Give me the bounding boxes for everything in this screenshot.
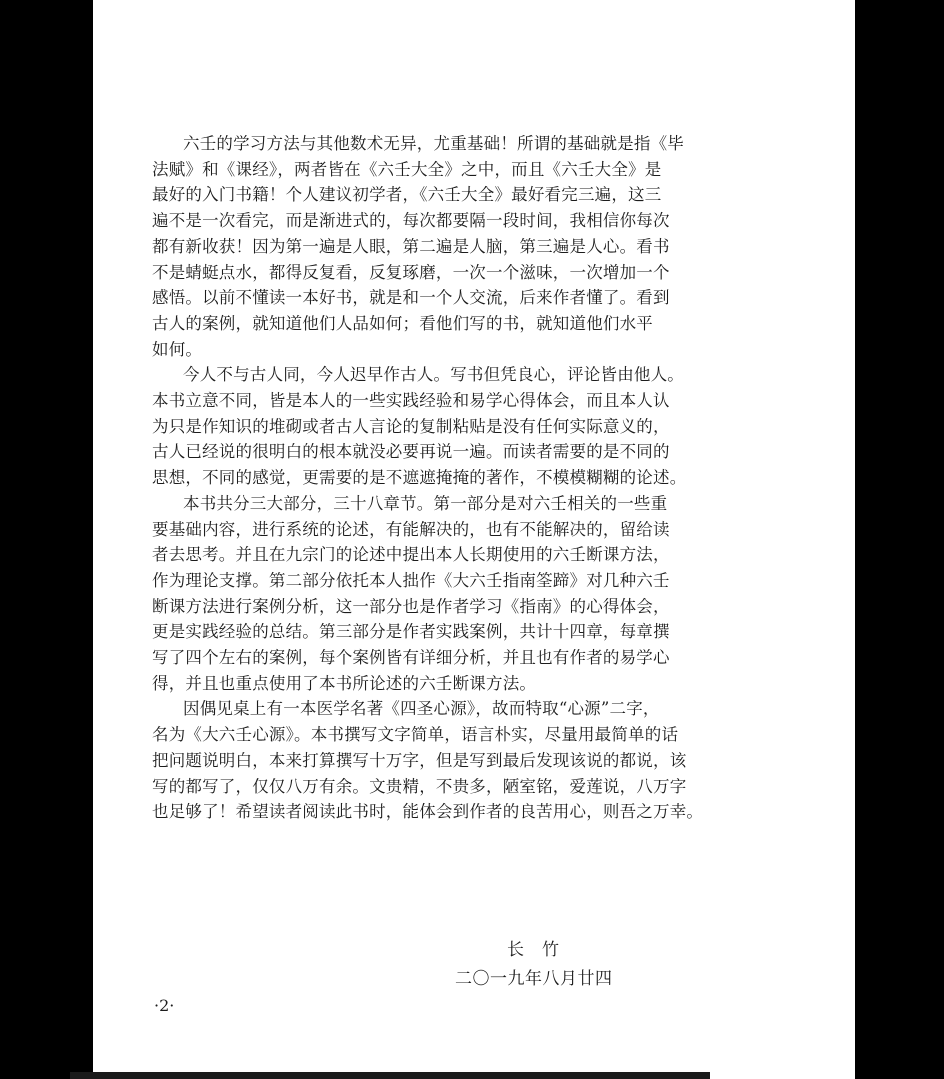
text-line: 今人不与古人同，今人迟早作古人。写书但凭良心，评论皆由他人。 (183, 365, 684, 385)
text-line: 因偶见桌上有一本医学名著《四圣心源》，故而特取“心源”二字， (183, 699, 660, 719)
paragraph-3 (152, 491, 670, 697)
text-line: 最好的入门书籍！个人建议初学者，《六壬大全》最好看完三遍，这三 (152, 185, 662, 205)
paragraph-2 (152, 362, 687, 491)
text-line: 古人的案例，就知道他们人品如何；看他们写的书，就知道他们水平 (152, 313, 653, 333)
text-line: 本书共分三大部分，三十八章节。第一部分是对六壬相关的一些重 (183, 493, 668, 513)
text-line: 六壬的学习方法与其他数术无异，尤重基础！所谓的基础就是指《毕 (183, 134, 684, 153)
paragraph-1 (152, 131, 684, 362)
text-line: 断课方法进行案例分析，这一部分也是作者学习《指南》的心得体会， (152, 596, 670, 616)
text-line: 法赋》和《课经》，两者皆在《六壬大全》之中，而且《六壬大全》是 (152, 159, 662, 179)
text-line: 都有新收获！因为第一遍是人眼，第二遍是人脑，第三遍是人心。看书 (152, 236, 670, 256)
text-line: 作为理论支撑。第二部分依托本人拙作《大六壬指南筌蹄》对几种六壬 (152, 570, 670, 590)
page-edge-shadow (70, 1072, 710, 1079)
text-line: 把问题说明白，本来打算撰写十万字，但是写到最后发现该说的都说，该 (152, 750, 687, 770)
text-line: 得，并且也重点使用了本书所论述的六壬断课方法。 (152, 673, 537, 693)
text-line: 者去思考。并且在九宗门的论述中提出本人长期使用的六壬断课方法， (152, 545, 670, 565)
text-line: 感悟。以前不懂读一本好书，就是和一个人交流，后来作者懂了。看到 (152, 288, 670, 308)
text-line: 更是实践经验的总结。第三部分是作者实践案例，共计十四章，每章撰 (152, 622, 670, 642)
signature-date: 二〇一九年八月廿四 (455, 969, 613, 989)
paragraph-4 (152, 696, 704, 825)
text-line: 也足够了！希望读者阅读此书时，能体会到作者的良苦用心，则吾之万幸。 (152, 802, 704, 822)
page-number: ·2· (154, 996, 175, 1015)
text-line: 要基础内容，进行系统的论述，有能解决的，也有不能解决的，留给读 (152, 519, 670, 539)
text-line: 古人已经说的很明白的根本就没必要再说一遍。而读者需要的是不同的 (152, 442, 670, 462)
text-line: 写的都写了，仅仅八万有余。文贵精，不贵多，陋室铭，爱莲说，八万字 (152, 776, 687, 796)
text-line: 遍不是一次看完，而是渐进式的，每次都要隔一段时间，我相信你每次 (152, 211, 670, 231)
text-line: 写了四个左右的案例，每个案例皆有详细分析，并且也有作者的易学心 (152, 648, 670, 668)
preface-body (152, 131, 704, 825)
text-line: 为只是作知识的堆砌或者古人言论的复制粘贴是没有任何实际意义的， (152, 416, 670, 436)
text-line: 名为《大六壬心源》。本书撰写文字简单，语言朴实，尽量用最简单的话 (152, 725, 679, 745)
text-line: 如何。 (152, 339, 203, 359)
text-line: 思想，不同的感觉，更需要的是不遮遮掩掩的著作，不模模糊糊的论述。 (152, 468, 687, 488)
text-line: 不是蜻蜓点水，都得反复看，反复琢磨，一次一个滋味，一次增加一个 (152, 262, 670, 282)
author-signature: 长竹 (507, 940, 577, 960)
text-line: 本书立意不同，皆是本人的一些实践经验和易学心得体会，而且本人认 (152, 391, 670, 411)
